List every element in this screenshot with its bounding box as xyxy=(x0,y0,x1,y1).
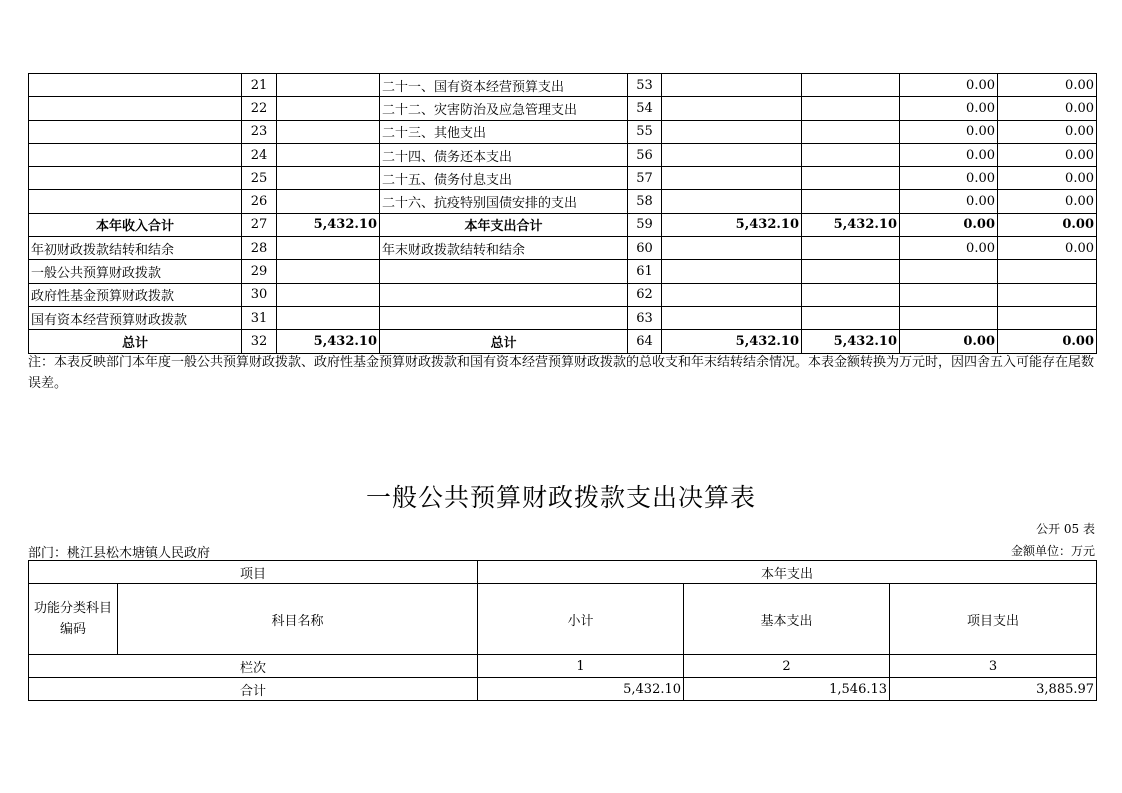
income-amount: 5,432.10 xyxy=(277,330,380,353)
expense-gov-fund xyxy=(900,260,998,283)
table-note: 注：本表反映部门本年度一般公共预算财政拨款、政府性基金预算财政拨款和国有资本经营预算财政拨款的总收支和年末结转结余情况。本表金额转换为万元时，因四舍五入可能存在尾数误差。 xyxy=(28,355,1095,391)
income-amount xyxy=(277,120,380,143)
expense-general-budget xyxy=(802,97,900,120)
income-item-label: 政府性基金预算财政拨款 xyxy=(29,283,242,306)
expense-general-budget xyxy=(802,260,900,283)
income-item-label xyxy=(29,97,242,120)
expense-general-budget xyxy=(802,74,900,97)
index-row xyxy=(29,655,1097,678)
expense-item-label: 二十二、灾害防治及应急管理支出 xyxy=(380,97,628,120)
income-line-number: 27 xyxy=(242,213,277,236)
income-amount xyxy=(277,260,380,283)
expense-state-capital: 0.00 xyxy=(998,190,1097,213)
income-amount xyxy=(277,74,380,97)
fiscal-summary-table xyxy=(28,73,1097,354)
income-line-number: 31 xyxy=(242,306,277,329)
expense-total xyxy=(662,283,802,306)
income-item-label: 一般公共预算财政拨款 xyxy=(29,260,242,283)
expense-item-label: 二十四、债务还本支出 xyxy=(380,143,628,166)
table-row xyxy=(29,283,1097,306)
table-row xyxy=(29,306,1097,329)
header-project: 项目 xyxy=(29,561,478,584)
amount-unit-label: 金额单位：万元 xyxy=(1010,544,1095,558)
expense-general-budget xyxy=(802,120,900,143)
table-row xyxy=(29,190,1097,213)
total-subtotal: 5,432.10 xyxy=(478,678,684,701)
table-row xyxy=(29,213,1097,236)
income-item-label xyxy=(29,143,242,166)
form-number: 公开 05 表 xyxy=(1036,522,1095,536)
table-row xyxy=(29,97,1097,120)
expense-item-label: 二十一、国有资本经营预算支出 xyxy=(380,74,628,97)
expense-line-number: 62 xyxy=(628,283,662,306)
income-line-number: 28 xyxy=(242,237,277,260)
expense-gov-fund: 0.00 xyxy=(900,97,998,120)
expense-total xyxy=(662,143,802,166)
expense-line-number: 64 xyxy=(628,330,662,353)
income-line-number: 23 xyxy=(242,120,277,143)
expense-item-label xyxy=(380,283,628,306)
total-project-exp: 3,885.97 xyxy=(890,678,1097,701)
income-line-number: 21 xyxy=(242,74,277,97)
expense-total: 5,432.10 xyxy=(662,330,802,353)
expense-state-capital xyxy=(998,283,1097,306)
fiscal-summary-body xyxy=(29,74,1097,354)
expense-gov-fund: 0.00 xyxy=(900,190,998,213)
expense-total xyxy=(662,120,802,143)
expense-line-number: 60 xyxy=(628,237,662,260)
expense-item-label xyxy=(380,260,628,283)
header-code: 功能分类科目编码 xyxy=(29,584,118,655)
expense-total xyxy=(662,190,802,213)
expense-gov-fund: 0.00 xyxy=(900,330,998,353)
expense-line-number: 58 xyxy=(628,190,662,213)
expense-item-label: 二十六、抗疫特别国债安排的支出 xyxy=(380,190,628,213)
header-name: 科目名称 xyxy=(118,584,478,655)
income-line-number: 26 xyxy=(242,190,277,213)
expense-total xyxy=(662,260,802,283)
expense-state-capital: 0.00 xyxy=(998,97,1097,120)
expense-gov-fund xyxy=(900,306,998,329)
expense-general-budget: 5,432.10 xyxy=(802,213,900,236)
income-item-label xyxy=(29,167,242,190)
expense-state-capital: 0.00 xyxy=(998,74,1097,97)
expense-gov-fund xyxy=(900,283,998,306)
income-line-number: 24 xyxy=(242,143,277,166)
expense-gov-fund: 0.00 xyxy=(900,237,998,260)
income-item-label: 总计 xyxy=(29,330,242,353)
expense-line-number: 59 xyxy=(628,213,662,236)
index-c3: 3 xyxy=(890,655,1097,678)
income-amount xyxy=(277,143,380,166)
income-amount xyxy=(277,167,380,190)
expense-item-label: 二十三、其他支出 xyxy=(380,120,628,143)
expense-line-number: 56 xyxy=(628,143,662,166)
income-item-label xyxy=(29,120,242,143)
expense-general-budget xyxy=(802,190,900,213)
income-amount xyxy=(277,237,380,260)
expense-total xyxy=(662,306,802,329)
expense-gov-fund: 0.00 xyxy=(900,167,998,190)
income-amount xyxy=(277,190,380,213)
expense-item-label: 总计 xyxy=(380,330,628,353)
income-item-label: 本年收入合计 xyxy=(29,213,242,236)
expense-general-budget xyxy=(802,237,900,260)
expense-state-capital: 0.00 xyxy=(998,213,1097,236)
expense-item-label: 二十五、债务付息支出 xyxy=(380,167,628,190)
income-line-number: 22 xyxy=(242,97,277,120)
expenditure-table xyxy=(28,560,1097,701)
table-row xyxy=(29,330,1097,353)
table-row xyxy=(29,260,1097,283)
expense-item-label xyxy=(380,306,628,329)
income-item-label: 国有资本经营预算财政拨款 xyxy=(29,306,242,329)
expense-general-budget xyxy=(802,306,900,329)
expense-general-budget xyxy=(802,283,900,306)
table-row xyxy=(29,167,1097,190)
table-row xyxy=(29,143,1097,166)
expense-gov-fund: 0.00 xyxy=(900,74,998,97)
total-row xyxy=(29,678,1097,701)
expense-line-number: 63 xyxy=(628,306,662,329)
expense-gov-fund: 0.00 xyxy=(900,120,998,143)
table-row xyxy=(29,74,1097,97)
income-line-number: 32 xyxy=(242,330,277,353)
expense-total: 5,432.10 xyxy=(662,213,802,236)
header-subtotal: 小计 xyxy=(478,584,684,655)
expense-general-budget xyxy=(802,167,900,190)
income-item-label: 年初财政拨款结转和结余 xyxy=(29,237,242,260)
expense-state-capital: 0.00 xyxy=(998,120,1097,143)
header-row-2 xyxy=(29,584,1097,655)
income-line-number: 29 xyxy=(242,260,277,283)
expense-gov-fund: 0.00 xyxy=(900,213,998,236)
income-amount xyxy=(277,97,380,120)
expense-state-capital: 0.00 xyxy=(998,167,1097,190)
income-line-number: 30 xyxy=(242,283,277,306)
expense-line-number: 54 xyxy=(628,97,662,120)
expense-line-number: 57 xyxy=(628,167,662,190)
expense-line-number: 53 xyxy=(628,74,662,97)
expense-state-capital xyxy=(998,306,1097,329)
income-amount: 5,432.10 xyxy=(277,213,380,236)
expense-total xyxy=(662,167,802,190)
expense-state-capital: 0.00 xyxy=(998,330,1097,353)
index-c1: 1 xyxy=(478,655,684,678)
department-label: 部门：桃江县松木塘镇人民政府 xyxy=(28,546,211,561)
table-row xyxy=(29,237,1097,260)
expense-state-capital: 0.00 xyxy=(998,143,1097,166)
income-item-label xyxy=(29,190,242,213)
expense-state-capital xyxy=(998,260,1097,283)
header-row-1 xyxy=(29,561,1097,584)
header-project-exp: 项目支出 xyxy=(890,584,1097,655)
total-basic: 1,546.13 xyxy=(684,678,890,701)
index-c2: 2 xyxy=(684,655,890,678)
expense-line-number: 55 xyxy=(628,120,662,143)
expense-general-budget: 5,432.10 xyxy=(802,330,900,353)
income-amount xyxy=(277,283,380,306)
table-row xyxy=(29,120,1097,143)
expense-item-label: 年末财政拨款结转和结余 xyxy=(380,237,628,260)
expense-total xyxy=(662,97,802,120)
expense-item-label: 本年支出合计 xyxy=(380,213,628,236)
income-amount xyxy=(277,306,380,329)
header-basic: 基本支出 xyxy=(684,584,890,655)
expense-total xyxy=(662,74,802,97)
expense-state-capital: 0.00 xyxy=(998,237,1097,260)
index-label: 栏次 xyxy=(29,655,478,678)
expense-line-number: 61 xyxy=(628,260,662,283)
income-line-number: 25 xyxy=(242,167,277,190)
expense-total xyxy=(662,237,802,260)
expense-gov-fund: 0.00 xyxy=(900,143,998,166)
income-item-label xyxy=(29,74,242,97)
section-title: 一般公共预算财政拨款支出决算表 xyxy=(365,483,756,512)
header-current-year: 本年支出 xyxy=(478,561,1097,584)
total-label: 合计 xyxy=(29,678,478,701)
expense-general-budget xyxy=(802,143,900,166)
